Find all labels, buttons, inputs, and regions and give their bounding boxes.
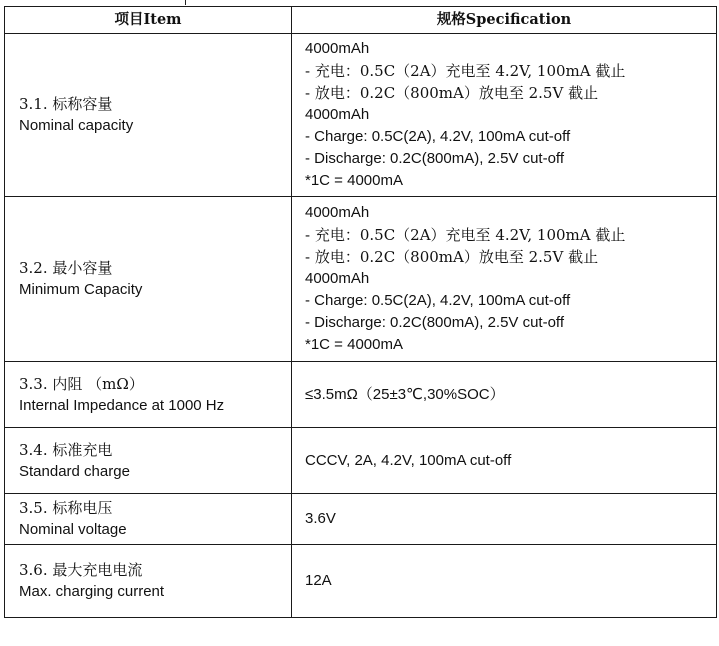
spec-line: - 放电：0.2C（800mA）放电至 2.5V 截止 xyxy=(305,248,599,266)
table-row xyxy=(5,362,717,428)
spec-line: - 充电：0.5C（2A）充电至 4.2V, 100mA 截止 xyxy=(305,62,626,80)
spec-cell xyxy=(292,197,717,362)
table-row xyxy=(5,34,717,197)
spec-line: CCCV, 2A, 4.2V, 100mA cut-off xyxy=(305,451,512,469)
item-cell xyxy=(5,494,292,545)
header-item: 项目Item xyxy=(5,7,292,34)
edge-tick xyxy=(185,0,186,5)
item-label-en: Max. charging current xyxy=(19,583,165,600)
spec-line: 4000mAh xyxy=(305,106,370,123)
spec-line: - Charge: 0.5C(2A), 4.2V, 100mA cut-off xyxy=(305,292,571,309)
spec-line: 12A xyxy=(305,572,332,589)
spec-line: - 充电：0.5C（2A）充电至 4.2V, 100mA 截止 xyxy=(305,226,626,244)
item-label-en: Internal Impedance at 1000 Hz xyxy=(19,396,225,414)
item-cell xyxy=(5,34,292,197)
table-row xyxy=(5,545,717,618)
spec-line: ≤3.5mΩ（25±3℃,30%SOC） xyxy=(305,385,505,403)
item-label-cn: 3.3. 内阻 （mΩ） xyxy=(19,374,144,393)
table-row xyxy=(5,428,717,494)
spec-line: - Discharge: 0.2C(800mA), 2.5V cut-off xyxy=(305,150,564,167)
spec-cell xyxy=(292,494,717,545)
item-label-cn: 3.5. 标称电压 xyxy=(19,499,113,517)
spec-line: *1C = 4000mA xyxy=(305,336,403,353)
item-label-cn: 3.1. 标称容量 xyxy=(19,95,113,113)
spec-line: 4000mAh xyxy=(305,40,370,57)
item-cell xyxy=(5,545,292,618)
spec-line: *1C = 4000mA xyxy=(305,172,403,189)
specification-table xyxy=(4,6,717,618)
item-label-cn: 3.4. 标准充电 xyxy=(19,440,113,459)
item-label-cn: 3.2. 最小容量 xyxy=(19,259,113,277)
spec-line: 4000mAh xyxy=(305,204,370,221)
item-label-cn: 3.6. 最大充电电流 xyxy=(19,561,143,579)
spec-line: 4000mAh xyxy=(305,270,370,287)
item-label-en: Minimum Capacity xyxy=(19,281,143,298)
item-label-en: Standard charge xyxy=(19,462,130,480)
table-row xyxy=(5,494,717,545)
table-row xyxy=(5,197,717,362)
spec-cell xyxy=(292,34,717,197)
item-label-en: Nominal capacity xyxy=(19,117,134,134)
spec-line: 3.6V xyxy=(305,510,336,527)
spec-line: - Charge: 0.5C(2A), 4.2V, 100mA cut-off xyxy=(305,128,571,145)
item-cell xyxy=(5,197,292,362)
item-cell xyxy=(5,428,292,494)
spec-line: - Discharge: 0.2C(800mA), 2.5V cut-off xyxy=(305,314,564,331)
item-cell xyxy=(5,362,292,428)
spec-line: - 放电：0.2C（800mA）放电至 2.5V 截止 xyxy=(305,84,599,102)
header-specification: 规格Specification xyxy=(292,7,717,34)
table-header-row xyxy=(5,7,717,34)
spec-cell xyxy=(292,428,717,494)
item-label-en: Nominal voltage xyxy=(19,521,127,538)
spec-cell xyxy=(292,362,717,428)
spec-cell xyxy=(292,545,717,618)
